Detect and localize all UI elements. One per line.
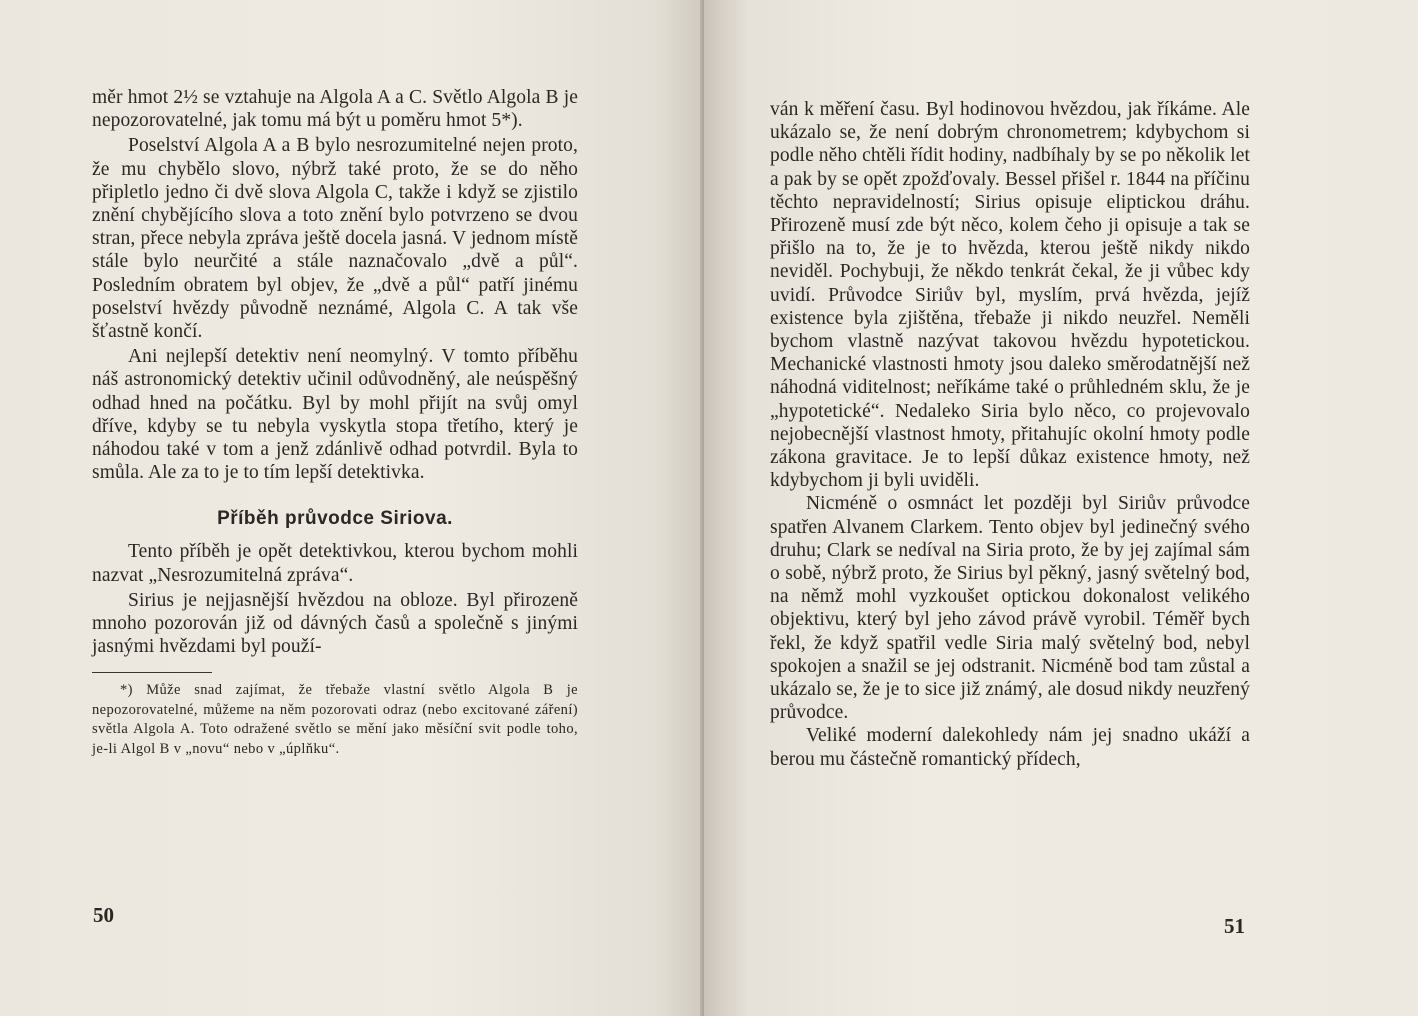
paragraph: Nicméně o osmnáct let později byl Siriův průvodce spatřen Alvanem Clarkem. Tento objev byl jedinečný svého druhu; Clark se nedíval na Siria proto, že by jej zajímal sám o sobě, nýbrž proto, že Sirius byl pěkný, jasný světelný bod, na němž mohl vyzkoušet optickou dokonalost velikého objektivu, který byl jeho závod právě vyrobil. Téměř bych řekl, že když spatřil vedle Siria malý světelný bod, nebyl spokojen a snažil se jej odstranit. Nicméně bod tam zůstal a ukázalo se, že je to sice již známý, ale dosud nikdy neuzřený průvodce. — [770, 493, 1250, 724]
paragraph: ván k měření času. Byl hodinovou hvězdou, jak říkáme. Ale ukázalo se, že není dobrým chronometrem; kdybychom si podle něho chtěli řídit hodiny, nadbíhaly by se po několik let a pak by se opět zpožďovaly. Bessel přišel r. 1844 na příčinu těchto nepravidelností; Sirius opisuje eliptickou dráhu. Přirozeně musí zde být něco, kolem čeho ji opisuje a tak se přišlo na to, že je to hvězda, kterou ještě nikdy nikdo neviděl. Pochybuji, že někdo tenkrát čekal, že ji vůbec kdy uvidí. Průvodce Siriův byl, myslím, prvá hvězda, jejíž existence byla zjištěna, třebaže ji nikdo neuzřel. Neměli bychom vlastně nazývat takovou hvězdu hypotetickou. Mechanické vlastnosti hmoty jsou daleko směrodatnější než náhodná viditelnost; neříkáme také o průhledném sklu, že je „hypotetické“. Nedaleko Siria bylo něco, co projevovalo nejobecnější vlastnost hmoty, přitahujíc okolní hmoty podle zákona gravitace. Je to lepší důkaz existence hmoty, než kdybychom ji byli uviděli. — [770, 99, 1250, 492]
page-number: 51 — [1224, 914, 1245, 938]
right-text-column — [770, 98, 1250, 771]
left-text-column — [92, 86, 578, 759]
section-heading: Příběh průvodce Siriova. — [217, 508, 453, 530]
paragraph: Ani nejlepší detektiv není neomylný. V tomto příběhu náš astronomický detektiv učinil odůvodněný, ale neúspěšný odhad hned na počátku. Byl by mohl přijít na svůj omyl dříve, kdyby se tu nebyla vyskytla stopa třetího, který je náhodou také v tom a jenž zdánlivě odhad potvrdil. Byla to smůla. Ale za to je to tím lepší detektivka. — [92, 346, 578, 484]
footnote-rule — [92, 672, 212, 673]
paragraph: Sirius je nejjasnější hvězdou na obloze. Byl přirozeně mnoho pozorován již od dávných časů a společně s jinými jasnými hvězdami byl použí- — [92, 589, 578, 658]
right-page — [704, 0, 1418, 1016]
paragraph: Tento příběh je opět detektivkou, kterou bychom mohli nazvat „Nesrozumitelná zpráva“. — [92, 541, 578, 586]
paragraph: Poselství Algola A a B bylo nesrozumitelné nejen proto, že mu chybělo slovo, nýbrž také proto, že se do něho připletlo jedno či dvě slova Algola C, takže i když se zjistilo znění chybějícího slova a toto znění bylo potvrzeno se dvou stran, přece nebyla zpráva ještě docela jasná. V jednom místě stále bylo neurčité a stále naznačovalo „dvě a půl“. Posledním obratem byl objev, že „dvě a půl“ patří jinému poselství hvězdy původně neznámé, Algola C. A tak vše šťastně končí. — [92, 135, 578, 343]
left-page — [0, 0, 704, 1016]
page-number: 50 — [93, 903, 114, 927]
footnote: *) Může snad zajímat, že třebaže vlastní světlo Algola B je nepozorovatelné, můžeme na něm pozorovati odraz (nebo excitované záření) světla Algola A. Toto odražené světlo se mění jako měsíční svit podle toho, je-li Algol B v „novu“ nebo v „úplňku“. — [92, 682, 578, 757]
paragraph: měr hmot 2½ se vztahuje na Algola A a C. Světlo Algola B je nepozorovatelné, jak tomu má být u poměru hmot 5*). — [92, 87, 578, 132]
paragraph: Veliké moderní dalekohledy nám jej snadno ukáží a berou mu částečně romantický přídech, — [770, 725, 1250, 770]
